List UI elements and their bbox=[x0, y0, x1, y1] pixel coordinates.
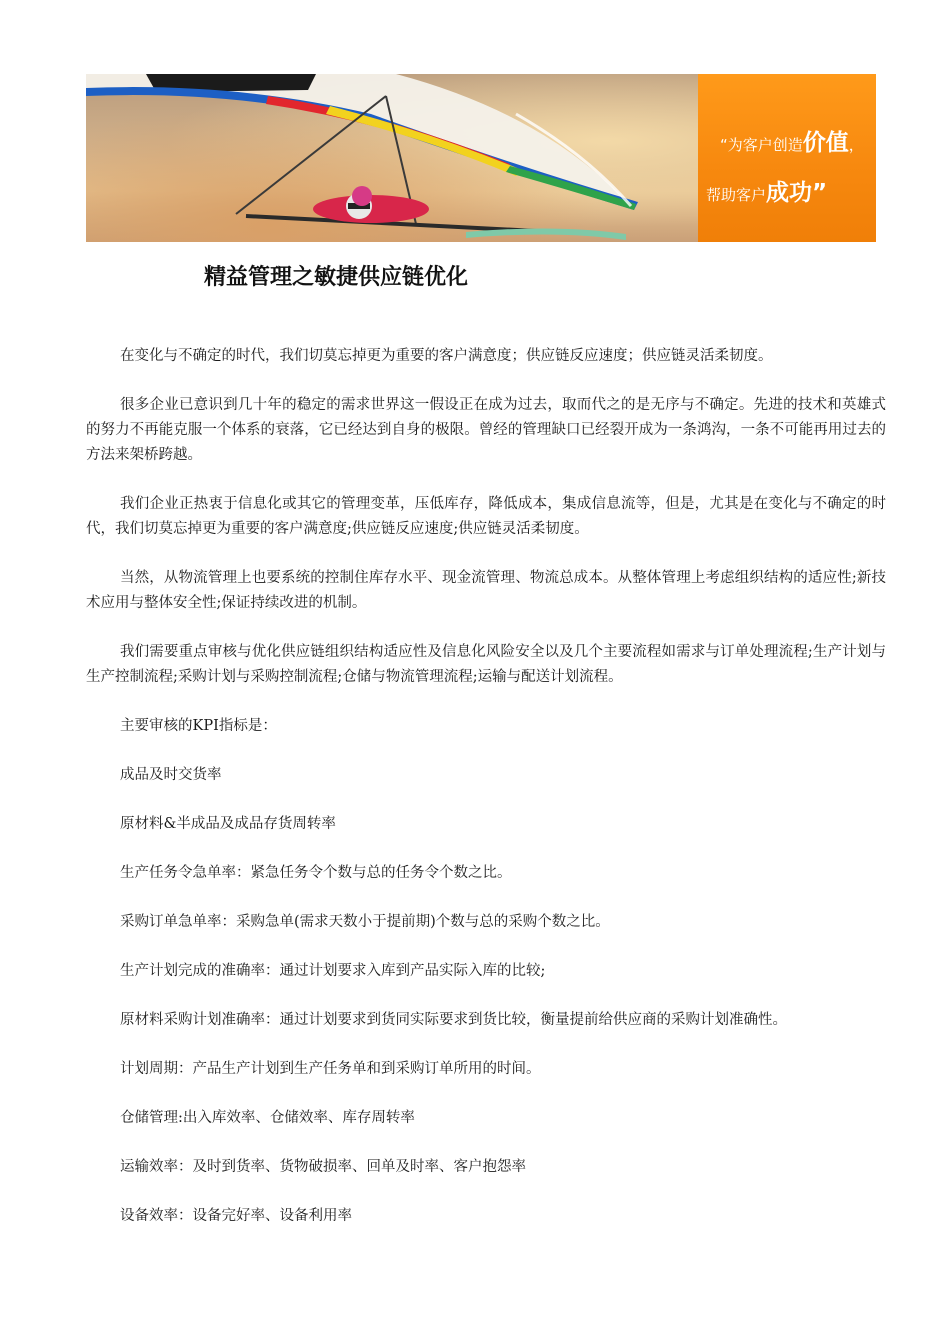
slogan-line-2: 帮助客户成功” bbox=[706, 180, 828, 206]
kpi-item: 设备效率：设备完好率、设备利用率 bbox=[120, 1208, 352, 1224]
slogan-line-1: “为客户创造价值， bbox=[720, 130, 864, 156]
kpi-item: 原材料&半成品及成品存货周转率 bbox=[120, 816, 336, 832]
paragraph: 很多企业已意识到几十年的稳定的需求世界这一假设正在成为过去，取而代之的是无序与不确定。先进的技术和英雄式的努力不再能克服一个体系的衰落，它已经达到自身的极限。曾经的管理缺口已经裂开成为一条鸿沟，一条不可能再用过去的方法来架桥跨越。 bbox=[86, 397, 886, 463]
hang-glider-illustration bbox=[86, 74, 698, 242]
kpi-item: 生产任务令急单率：紧急任务令个数与总的任务令个数之比。 bbox=[120, 865, 512, 881]
kpi-item: 仓储管理:出入库效率、仓储效率、库存周转率 bbox=[120, 1110, 415, 1126]
document-body bbox=[86, 344, 886, 1253]
paragraph: 我们需要重点审核与优化供应链组织结构适应性及信息化风险安全以及几个主要流程如需求与订单处理流程;生产计划与生产控制流程;采购计划与采购控制流程;仓储与物流管理流程;运输与配送计划流程。 bbox=[86, 644, 886, 685]
kpi-item: 采购订单急单率：采购急单(需求天数小于提前期)个数与总的采购个数之比。 bbox=[120, 914, 610, 930]
kpi-item: 成品及时交货率 bbox=[120, 767, 222, 783]
hang-glider-photo bbox=[86, 74, 698, 242]
paragraph: 在变化与不确定的时代，我们切莫忘掉更为重要的客户满意度；供应链反应速度；供应链灵活柔韧度。 bbox=[120, 348, 773, 364]
kpi-item: 运输效率：及时到货率、货物破损率、回单及时率、客户抱怨率 bbox=[120, 1159, 526, 1175]
slogan-panel bbox=[698, 74, 876, 242]
kpi-list bbox=[86, 714, 886, 1229]
document-title: 精益管理之敏捷供应链优化 bbox=[204, 265, 469, 290]
kpi-item: 计划周期：产品生产计划到生产任务单和到采购订单所用的时间。 bbox=[120, 1061, 541, 1077]
paragraph: 当然，从物流管理上也要系统的控制住库存水平、现金流管理、物流总成本。从整体管理上考虑组织结构的适应性;新技术应用与整体安全性;保证持续改进的机制。 bbox=[86, 570, 886, 611]
kpi-item: 生产计划完成的准确率：通过计划要求入库到产品实际入库的比较; bbox=[120, 963, 546, 979]
kpi-item: 原材料采购计划准确率：通过计划要求到货同实际要求到货比较，衡量提前给供应商的采购计划准确性。 bbox=[120, 1012, 787, 1028]
kpi-list-heading: 主要审核的KPI指标是： bbox=[120, 718, 277, 734]
header-banner bbox=[86, 74, 876, 242]
paragraph: 我们企业正热衷于信息化或其它的管理变革，压低库存，降低成本，集成信息流等，但是，尤其是在变化与不确定的时代，我们切莫忘掉更为重要的客户满意度;供应链反应速度;供应链灵活柔韧度。 bbox=[86, 496, 886, 537]
